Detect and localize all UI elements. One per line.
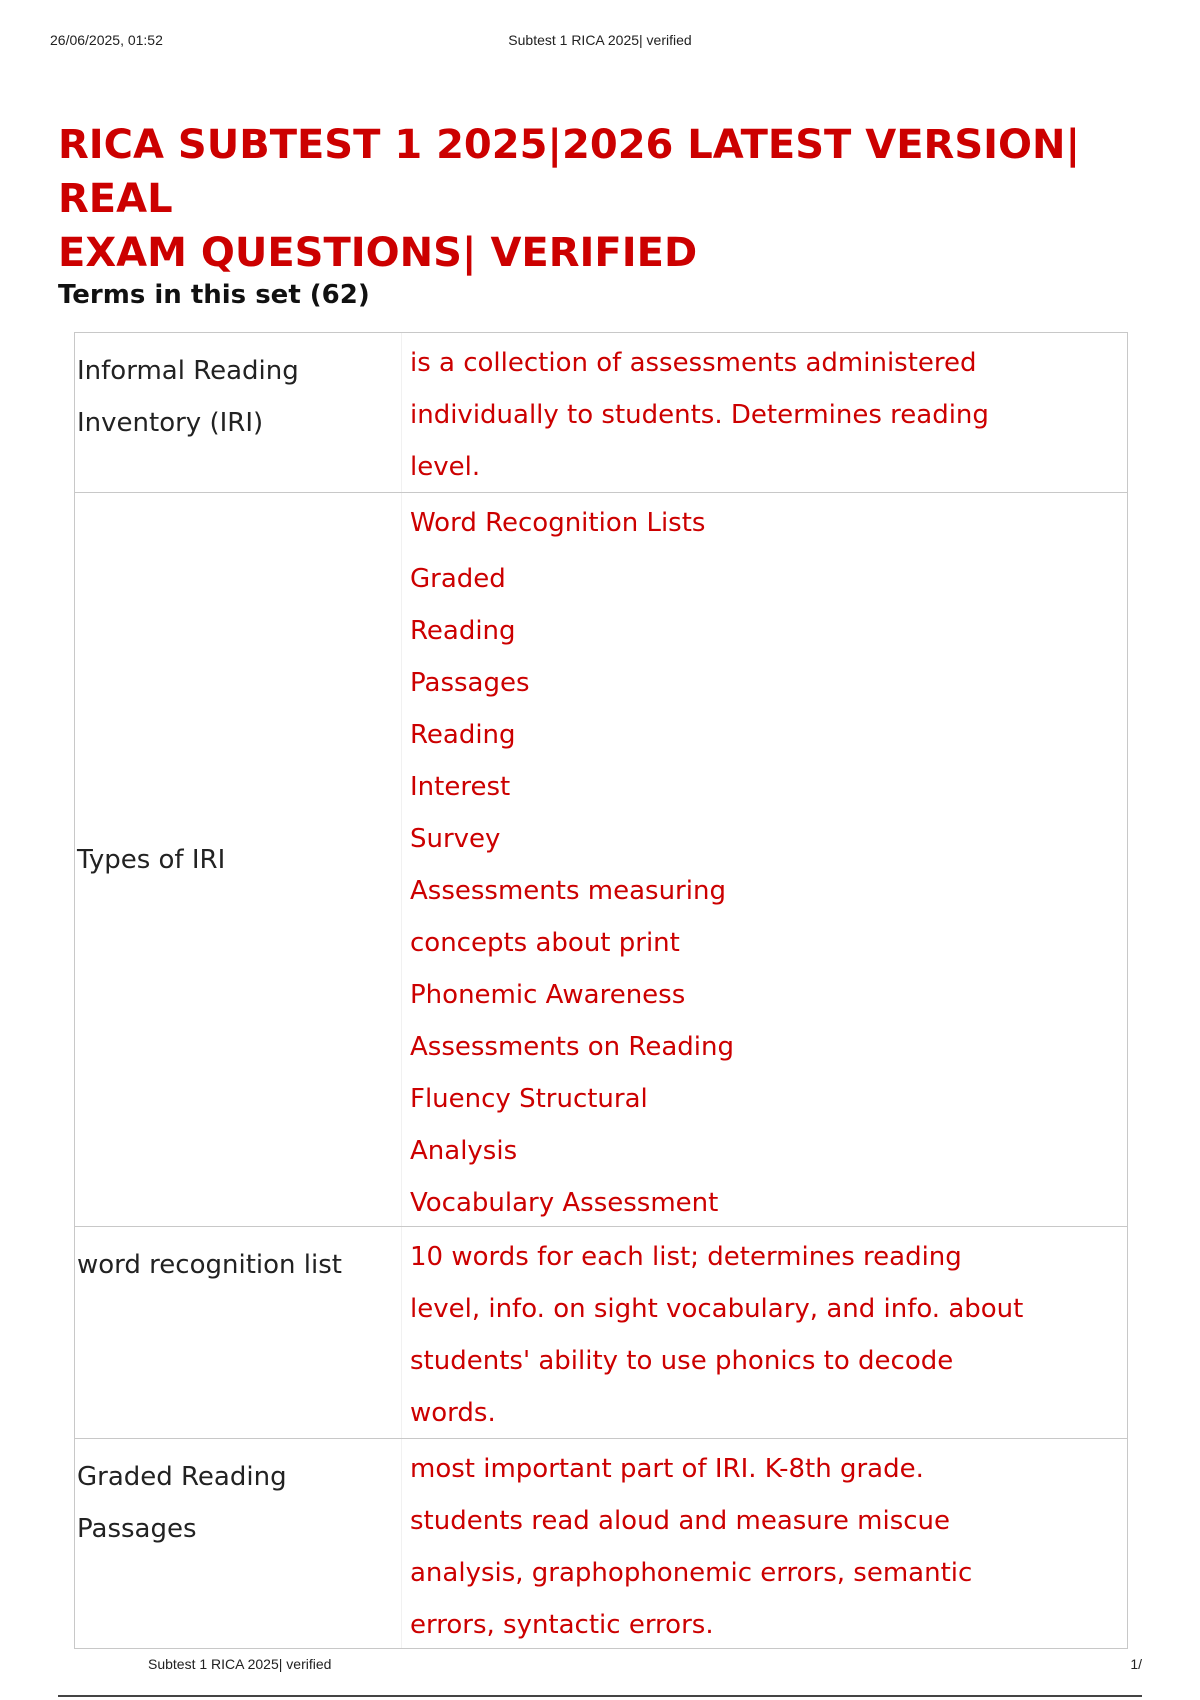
print-header [50,32,1150,52]
bottom-divider [58,1695,1142,1697]
definition-line: most important part of IRI. K-8th grade. [410,1454,924,1484]
definition-line: individually to students. Determines reading [410,400,989,430]
definition-line: level. [410,452,481,482]
definition-line: errors, syntactic errors. [410,1610,714,1640]
print-timestamp: 26/06/2025, 01:52 [50,32,163,48]
definition-line: 10 words for each list; determines reading [410,1242,962,1272]
definition-cell [401,333,1127,492]
term-row [75,1439,1127,1649]
term-line: Passages [77,1514,197,1544]
definition-line: Analysis [410,1136,518,1166]
page-number: 1/ [1130,1656,1142,1672]
definition-line: Passages [410,668,530,698]
definition-line: is a collection of assessments administered [410,348,977,378]
definition-line: Graded [410,564,506,594]
term-cell [75,333,401,492]
page-title-line-1: RICA SUBTEST 1 2025|2026 LATEST VERSION| REAL [58,122,1081,222]
page-title-line-2: EXAM QUESTIONS| VERIFIED [58,230,698,276]
term-line: Inventory (IRI) [77,408,264,438]
definition-line: level, info. on sight vocabulary, and info. about [410,1294,1024,1324]
definition-line: students read aloud and measure miscue [410,1506,951,1536]
terms-table [74,332,1128,1649]
definition-line: Reading [410,616,516,646]
definition-line: Interest [410,772,511,802]
term-row [75,1227,1127,1439]
definition-line: Survey [410,824,501,854]
definition-cell [401,493,1127,1226]
print-footer [148,1656,1142,1676]
term-line: Graded Reading [77,1462,287,1492]
print-doc-title: Subtest 1 RICA 2025| verified [508,32,692,48]
term-line: Informal Reading [77,356,299,386]
definition-line: concepts about print [410,928,680,958]
definition-line: Word Recognition Lists [410,508,706,538]
term-row [75,333,1127,493]
definition-cell [401,1227,1127,1438]
definition-line: Reading [410,720,516,750]
definition-line: analysis, graphophonemic errors, semantic [410,1558,973,1588]
term-cell [75,1439,401,1648]
definition-line: Phonemic Awareness [410,980,686,1010]
terms-heading: Terms in this set (62) [58,280,370,310]
definition-line: Fluency Structural [410,1084,648,1114]
page-title [58,118,1158,280]
footer-doc-title: Subtest 1 RICA 2025| verified [148,1656,332,1672]
definition-line: Assessments on Reading [410,1032,734,1062]
definition-line: students' ability to use phonics to decode [410,1346,954,1376]
term-line: word recognition list [77,1250,342,1280]
term-cell [75,493,401,1226]
term-row [75,493,1127,1227]
definition-line: Vocabulary Assessment [410,1188,719,1218]
term-line: Types of IRI [77,844,226,875]
term-cell [75,1227,401,1438]
definition-cell [401,1439,1127,1648]
definition-line: words. [410,1398,496,1428]
definition-line: Assessments measuring [410,876,726,906]
